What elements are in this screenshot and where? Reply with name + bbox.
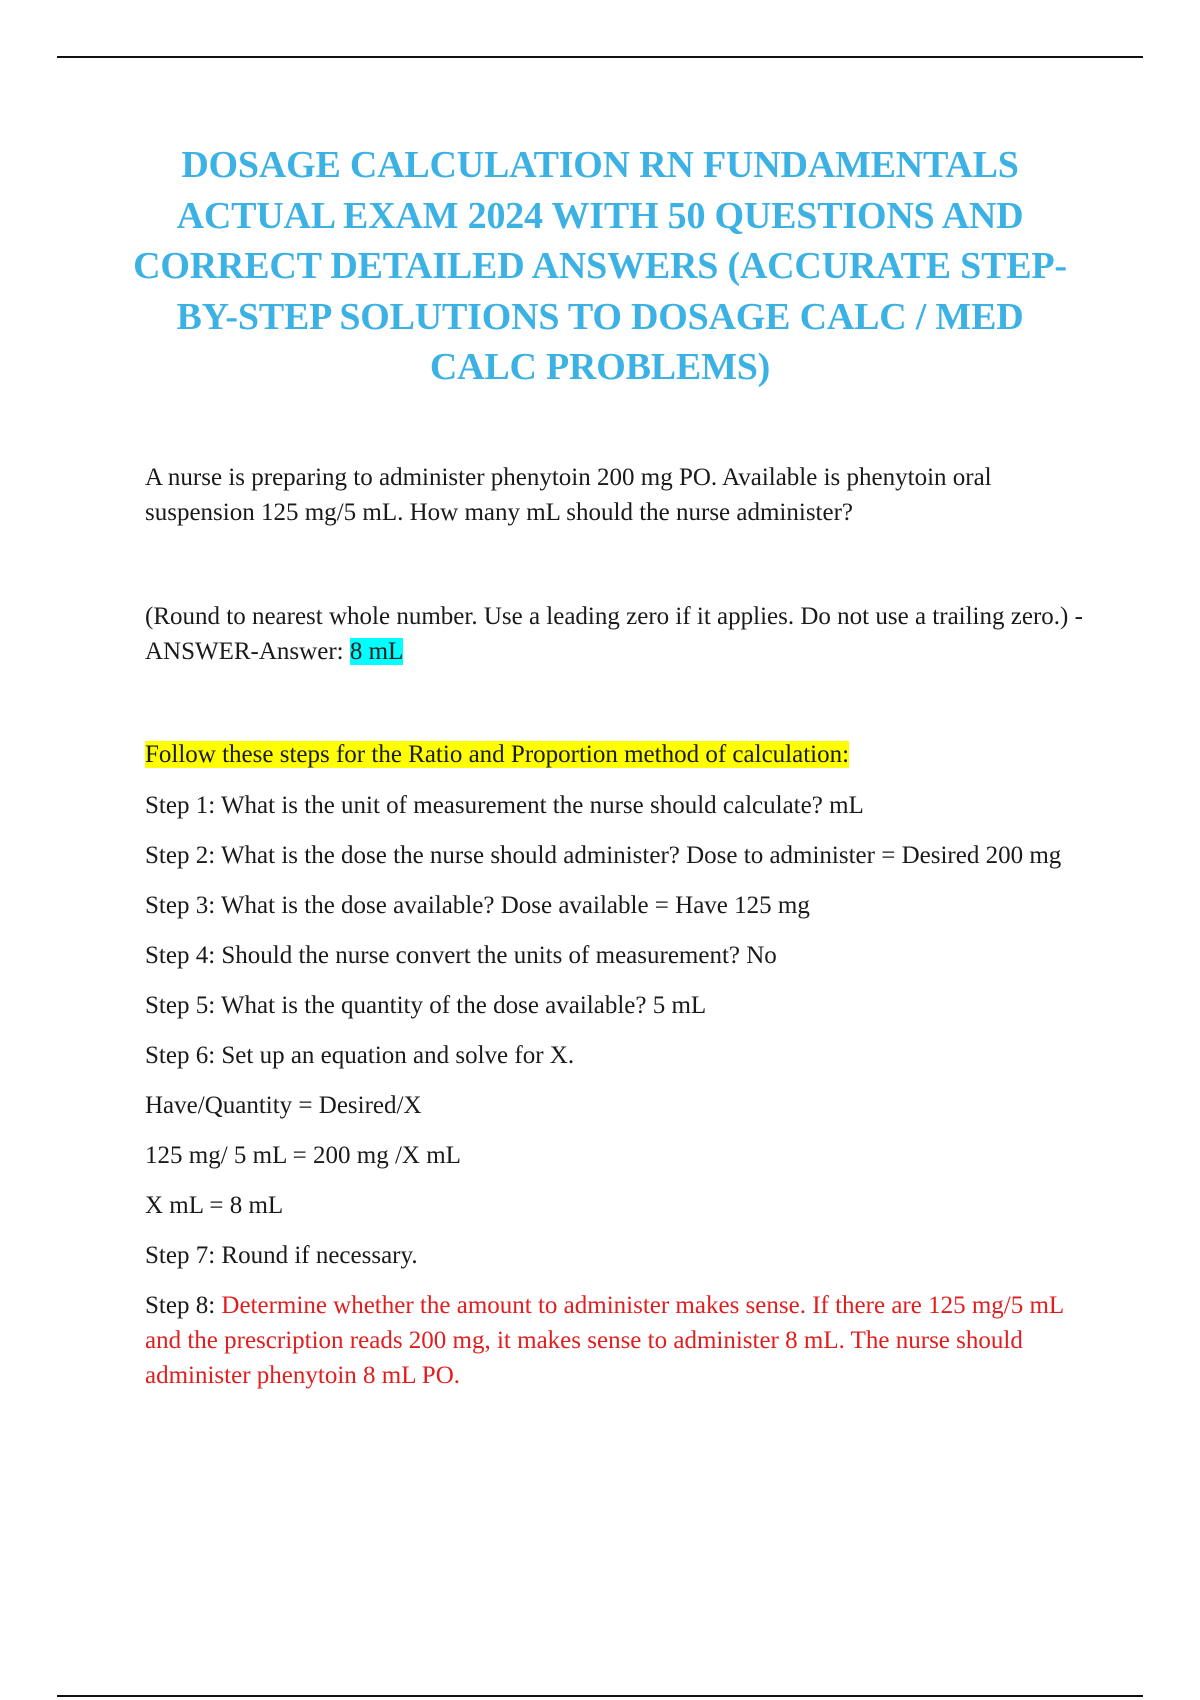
document-title: DOSAGE CALCULATION RN FUNDAMENTALS ACTUAL EXAM 2024 WITH 50 QUESTIONS AND CORRECT DETAILED ANSWERS (ACCURATE STEP-BY-STEP SOLUTIONS TO DOSAGE CALC / MED CALC PROBLEMS) [133, 144, 1067, 388]
step-line: Step 5: What is the quantity of the dose available? 5 mL [145, 992, 707, 1019]
equation-line: Have/Quantity = Desired/X [145, 1092, 422, 1119]
instructions-text: (Round to nearest whole number. Use a leading zero if it applies. Do not use a trailing zero.) - ANSWER-Answer: [145, 603, 1083, 665]
step-8-label: Step 8: [145, 1292, 222, 1319]
step-line: Step 3: What is the dose available? Dose available = Have 125 mg [145, 892, 810, 919]
step-line: Step 4: Should the nurse convert the units of measurement? No [145, 942, 777, 969]
document-body [145, 460, 1095, 1408]
step-8 [145, 1288, 1095, 1393]
equation-line: 125 mg/ 5 mL = 200 mg /X mL [145, 1142, 461, 1169]
step-line: Step 2: What is the dose the nurse should administer? Dose to administer = Desired 200 mg [145, 842, 1062, 869]
step-line: Step 1: What is the unit of measurement the nurse should calculate? mL [145, 792, 864, 819]
step-line: Step 6: Set up an equation and solve for X. [145, 1042, 575, 1069]
step-8-text: Determine whether the amount to administer makes sense. If there are 125 mg/5 mL and the prescription reads 200 mg, it makes sense to administer 8 mL. The nurse should administer phenytoin 8 mL PO. [145, 1292, 1064, 1389]
bottom-rule [57, 1695, 1143, 1697]
equation-line: X mL = 8 mL [145, 1192, 284, 1219]
step-line: Step 7: Round if necessary. [145, 1242, 418, 1269]
answer-value: 8 mL [349, 638, 404, 665]
top-rule [57, 56, 1143, 58]
question-text: A nurse is preparing to administer phenytoin 200 mg PO. Available is phenytoin oral suspension 125 mg/5 mL. How many mL should the nurse administer? [145, 464, 992, 526]
instructions-paragraph [145, 599, 1095, 669]
steps-heading [145, 737, 1095, 772]
steps-heading-text: Follow these steps for the Ratio and Proportion method of calculation: [145, 741, 850, 768]
